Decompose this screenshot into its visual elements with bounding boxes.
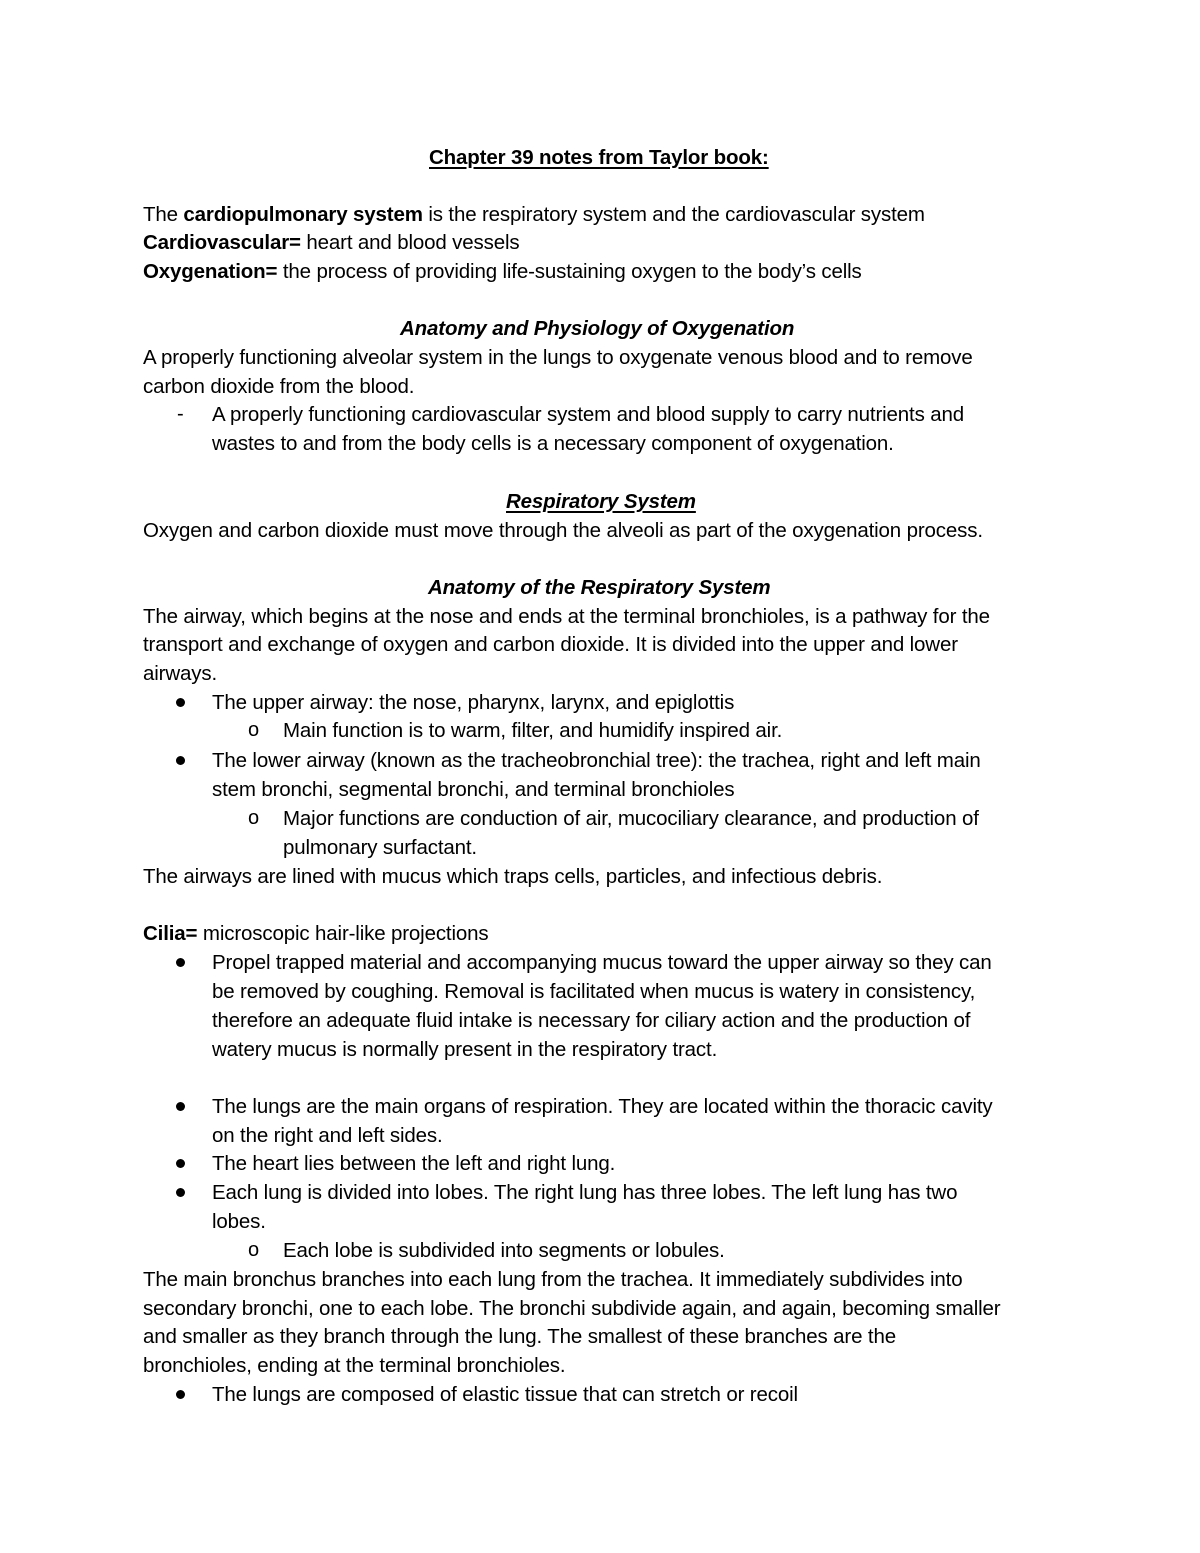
intro-line-1	[143, 200, 925, 229]
term-cardiovascular: Cardiovascular=	[143, 231, 301, 254]
term-cardiopulmonary-system: cardiopulmonary system	[183, 203, 423, 226]
intro-line-2	[143, 228, 520, 257]
circle-bullet-icon: o	[248, 1239, 260, 1261]
heading-anatomy-physiology: Anatomy and Physiology of Oxygenation	[400, 317, 795, 340]
sub-item-line: Main function is to warm, filter, and humidify inspired air.	[283, 719, 783, 742]
bullet-item-line: The heart lies between the left and right lung.	[212, 1152, 616, 1175]
bullet-icon	[176, 756, 185, 765]
bullet-item-line: Propel trapped material and accompanying mucus toward the upper airway so they can	[212, 951, 992, 974]
bullet-icon	[176, 698, 185, 707]
paragraph-line: The airways are lined with mucus which traps cells, particles, and infectious debris.	[143, 865, 883, 888]
page-title: Chapter 39 notes from Taylor book:	[429, 146, 769, 169]
bullet-item-line: The upper airway: the nose, pharynx, larynx, and epiglottis	[212, 691, 735, 714]
paragraph-line: carbon dioxide from the blood.	[143, 375, 415, 398]
bullet-item-line: The lungs are composed of elastic tissue that can stretch or recoil	[212, 1383, 798, 1406]
circle-bullet-icon: o	[248, 807, 260, 829]
intro-text: is the respiratory system and the cardiovascular system	[422, 203, 925, 226]
sub-item-line: Each lobe is subdivided into segments or lobules.	[283, 1239, 725, 1262]
dash-item-line: A properly functioning cardiovascular system and blood supply to carry nutrients and	[212, 403, 965, 426]
paragraph-line: airways.	[143, 662, 217, 685]
paragraph-line: bronchioles, ending at the terminal bronchioles.	[143, 1354, 566, 1377]
bullet-item-line: therefore an adequate fluid intake is necessary for ciliary action and the production of	[212, 1009, 971, 1032]
definition-text: microscopic hair-like projections	[197, 922, 489, 945]
bullet-item-line: The lower airway (known as the tracheobronchial tree): the trachea, right and left main	[212, 749, 981, 772]
paragraph-line: The main bronchus branches into each lung from the trachea. It immediately subdivides into	[143, 1268, 963, 1291]
cilia-definition	[143, 919, 488, 948]
paragraph-line: The airway, which begins at the nose and ends at the terminal bronchioles, is a pathway for the	[143, 605, 990, 628]
intro-line-3	[143, 257, 862, 286]
dash-item-line: wastes to and from the body cells is a necessary component of oxygenation.	[212, 432, 894, 455]
bullet-item-line: The lungs are the main organs of respiration. They are located within the thoracic cavity	[212, 1095, 993, 1118]
intro-text: The	[143, 203, 184, 226]
definition-text: the process of providing life-sustaining oxygen to the body’s cells	[277, 260, 862, 283]
paragraph-line: secondary bronchi, one to each lobe. The bronchi subdivide again, and again, becoming smaller	[143, 1297, 1001, 1320]
bullet-item-line: on the right and left sides.	[212, 1124, 443, 1147]
paragraph-line: A properly functioning alveolar system in the lungs to oxygenate venous blood and to remove	[143, 346, 973, 369]
dash-marker: -	[177, 403, 184, 425]
bullet-icon	[176, 1102, 185, 1111]
bullet-item-line: lobes.	[212, 1210, 266, 1233]
paragraph-line: and smaller as they branch through the lung. The smallest of these branches are the	[143, 1325, 896, 1348]
term-cilia: Cilia=	[143, 922, 198, 945]
bullet-icon	[176, 958, 185, 967]
bullet-icon	[176, 1159, 185, 1168]
sub-item-line: Major functions are conduction of air, mucociliary clearance, and production of	[283, 807, 979, 830]
sub-item-line: pulmonary surfactant.	[283, 836, 477, 859]
heading-respiratory-system: Respiratory System	[506, 490, 696, 513]
bullet-icon	[176, 1188, 185, 1197]
bullet-item-line: stem bronchi, segmental bronchi, and terminal bronchioles	[212, 778, 735, 801]
bullet-item-line: be removed by coughing. Removal is facilitated when mucus is watery in consistency,	[212, 980, 976, 1003]
paragraph-line: Oxygen and carbon dioxide must move through the alveoli as part of the oxygenation process.	[143, 519, 983, 542]
term-oxygenation: Oxygenation=	[143, 260, 278, 283]
bullet-item-line: Each lung is divided into lobes. The right lung has three lobes. The left lung has two	[212, 1181, 958, 1204]
heading-anatomy-respiratory: Anatomy of the Respiratory System	[428, 576, 771, 599]
definition-text: heart and blood vessels	[300, 231, 520, 254]
circle-bullet-icon: o	[248, 719, 260, 741]
paragraph-line: transport and exchange of oxygen and carbon dioxide. It is divided into the upper and lower	[143, 633, 958, 656]
bullet-item-line: watery mucus is normally present in the respiratory tract.	[212, 1038, 718, 1061]
bullet-icon	[176, 1390, 185, 1399]
